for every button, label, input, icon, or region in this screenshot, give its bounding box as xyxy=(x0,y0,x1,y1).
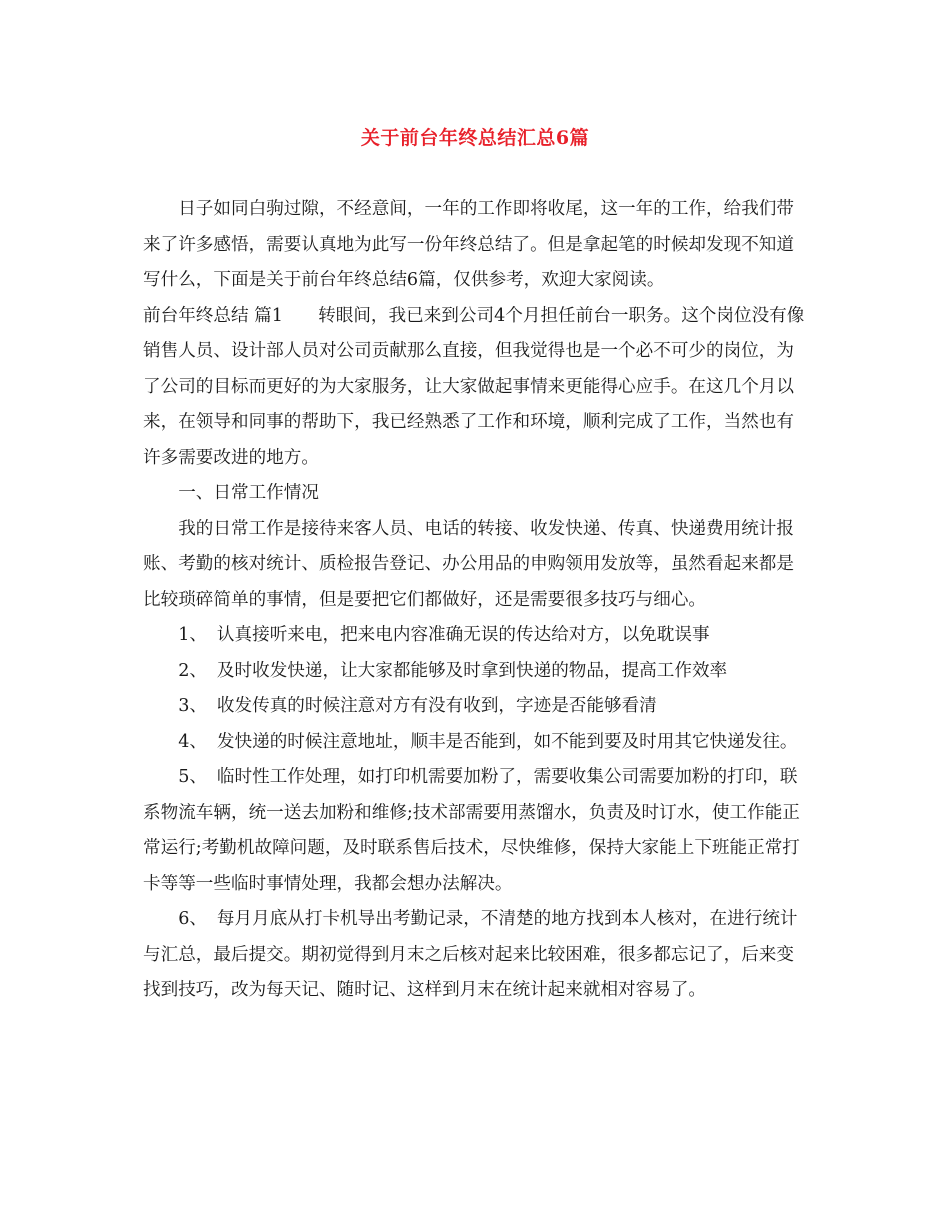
list-item xyxy=(143,689,808,725)
section-intro-paragraph: 我的日常工作是接待来客人员、电话的转接、收发快递、传真、快递费用统计报账、考勤的核对统计、质检报告登记、办公用品的申购领用发放等，虽然看起来都是比较琐碎简单的事情，但是要把它们都做好，还是需要很多技巧与细心。 xyxy=(143,518,794,610)
list-item-text: 临时性工作处理，如打印机需要加粉了，需要收集公司需要加粉的打印，联系物流车辆，统一送去加粉和维修;技术部需要用蒸馏水，负责及时订水，使工作能正常运行;考勤机故障问题，及时联系售后技术，尽快维修，保持大家能上下班能正常打卡等等一些临时事情处理，我都会想办法解决。 xyxy=(143,767,800,894)
list-item-number: 5、 xyxy=(178,767,207,787)
list-item xyxy=(143,654,808,690)
list-item xyxy=(143,902,808,1009)
article-opening-paragraph xyxy=(143,299,808,477)
section-heading: 一、日常工作情况 xyxy=(178,483,319,503)
list-item xyxy=(143,725,808,761)
intro-paragraph: 日子如同白驹过隙，不经意间，一年的工作即将收尾，这一年的工作，给我们带来了许多感悟，需要认真地为此写一份年终总结了。但是拿起笔的时候却发现不知道写什么，下面是关于前台年终总结6篇，仅供参考，欢迎大家阅读。 xyxy=(143,199,794,290)
list-item-number: 6、 xyxy=(178,909,207,929)
list-item xyxy=(143,760,808,902)
list-item-text: 及时收发快递，让大家都能够及时拿到快递的物品，提高工作效率 xyxy=(216,660,728,681)
list-item-text: 认真接听来电，把来电内容准确无误的传达给对方，以免耽误事 xyxy=(216,625,710,645)
document-title: 关于前台年终总结汇总6篇 xyxy=(360,127,590,149)
list-item xyxy=(143,618,808,654)
document-body xyxy=(143,192,808,1009)
list-item-number: 1、 xyxy=(178,625,207,645)
list-item-text: 收发传真的时候注意对方有没有收到，字迹是否能够看清 xyxy=(216,696,657,716)
list-item-number: 4、 xyxy=(178,731,207,752)
list-item-number: 3、 xyxy=(178,696,207,716)
list-item-text: 发快递的时候注意地址，顺丰是否能到，如不能到要及时用其它快递发往。 xyxy=(216,731,798,752)
article-opening-text: 转眼间，我已来到公司4个月担任前台一职务。这个岗位没有像销售人员、设计部人员对公司贡献那么直接，但我觉得也是一个必不可少的岗位，为了公司的目标而更好的为大家服务，让大家做起事情来更能得心应手。在这几个月以来，在领导和同事的帮助下，我已经熟悉了工作和环境，顺利完成了工作，当然也有许多需要改进的地方。 xyxy=(143,305,805,468)
article-label: 前台年终总结 篇1 xyxy=(143,305,283,326)
list-item-text: 每月月底从打卡机导出考勤记录，不清楚的地方找到本人核对，在进行统计与汇总，最后提交。期初觉得到月末之后核对起来比较困难，很多都忘记了，后来变找到技巧，改为每天记、随时记、这样到月末在统计起来就相对容易了。 xyxy=(143,909,798,1000)
list-item-number: 2、 xyxy=(178,660,207,681)
